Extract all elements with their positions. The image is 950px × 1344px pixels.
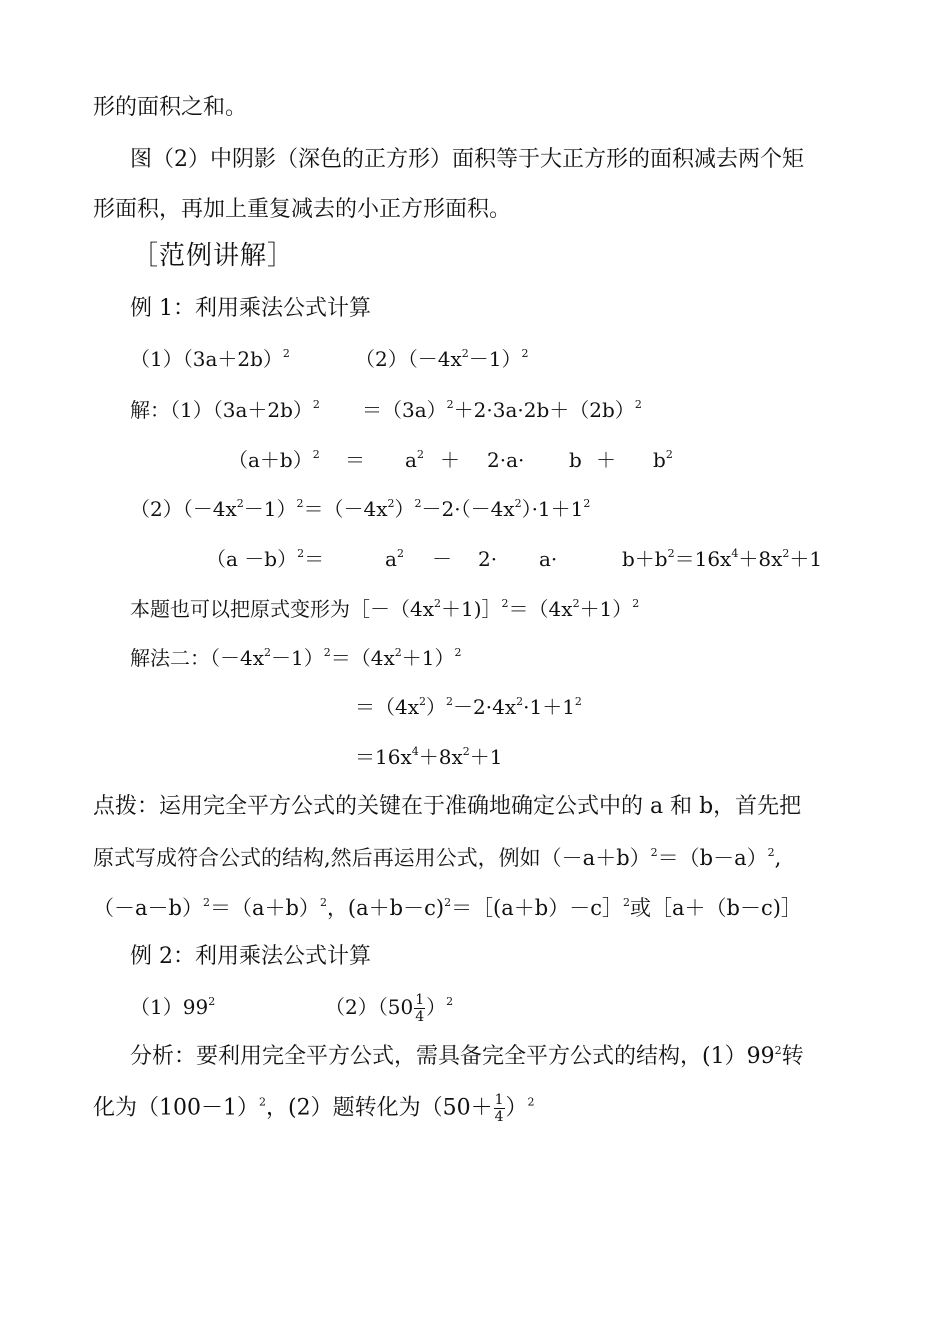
formula-term: $b^2$ [653, 448, 673, 472]
analysis-line: 化为$(100-1)^2$，(2）题转化为（50＋ $\frac{1}{4}$ ）$^2$ [93, 1092, 535, 1125]
example-title: 例 1：利用乘法公式计算 [130, 296, 371, 321]
formula-term: ＋ [596, 448, 616, 472]
fraction: $\frac{1}{4}$ [494, 1092, 504, 1125]
formula-term: ＝ [345, 448, 365, 472]
solution-line: $=(4x^2)^2-2\cdot 4x^2\cdot 1+1^2$ [355, 695, 582, 719]
formula-term: ＋ [440, 448, 460, 472]
example-title: 例 2：利用乘法公式计算 [130, 944, 371, 969]
paragraph-line: 形面积，再加上重复减去的小正方形面积。 [93, 197, 512, 222]
formula-term: － [432, 547, 452, 571]
formula-line: $(a -b)^2=$ [206, 547, 325, 571]
formula-term: $a^2$ [405, 448, 424, 472]
question-2: （2）（50 $\frac{1}{4}$ ）$^2$ [325, 992, 454, 1025]
formula-term: a· [539, 547, 558, 571]
formula-term: $b+b^2=16x^4+8x^2+1$ [622, 547, 823, 571]
question-2: $(2)(-4x^2-1)^2$ [355, 347, 529, 371]
question-1: $(1)99^2$ [130, 995, 216, 1019]
formula-term: 2·a· [487, 448, 525, 472]
fraction: $\frac{1}{4}$ [415, 992, 425, 1025]
formula-term: b [569, 448, 582, 472]
solution-line: $(2)(-4x^2-1)^2=(-4x^2)^2-2\cdot(-4x^2)\cdot 1+1^2$ [130, 497, 591, 521]
solution-line: 解：$(1)(3a+2b)^2$ [130, 398, 320, 422]
formula-term: 2· [478, 547, 498, 571]
analysis-line: 分析：要利用完全平方公式，需具备完全平方公式的结构，$(1)99^2$转 [130, 1044, 804, 1069]
paragraph-line: 本题也可以把原式变形为$[-(4x^2+1)]^2=(4x^2+1)^2$ [130, 597, 640, 621]
section-heading: ［范例讲解］ [132, 241, 295, 271]
tip-line: $(-a-b)^2=(a+b)^2$，$(a+b-c)^2=[(a+b)-c]^2$或［a＋（b－c)］ [93, 896, 802, 920]
paragraph-line: 图（2）中阴影（深色的正方形）面积等于大正方形的面积减去两个矩 [130, 147, 804, 172]
paragraph-line: 形的面积之和。 [93, 95, 248, 120]
solution-line: $=(3a)^2+2\cdot 3a\cdot 2b+(2b)^2$ [362, 398, 642, 422]
formula-term: $a^2$ [385, 547, 404, 571]
tip-line: 原式写成符合公式的结构,然后再运用公式，例如$(-a+b)^2=(b-a)^2$, [93, 846, 782, 870]
question-1: $(1)(3a+2b)^2$ [130, 347, 290, 371]
solution-line: $=16x^4+8x^2+1$ [355, 745, 503, 769]
formula-line: $(a+b)^2$ [228, 448, 320, 472]
solution-line: 解法二：$(-4x^2-1)^2=(4x^2+1)^2$ [130, 646, 462, 670]
tip-line: 点拨：运用完全平方公式的关键在于准确地确定公式中的 a 和 b，首先把 [93, 794, 802, 819]
